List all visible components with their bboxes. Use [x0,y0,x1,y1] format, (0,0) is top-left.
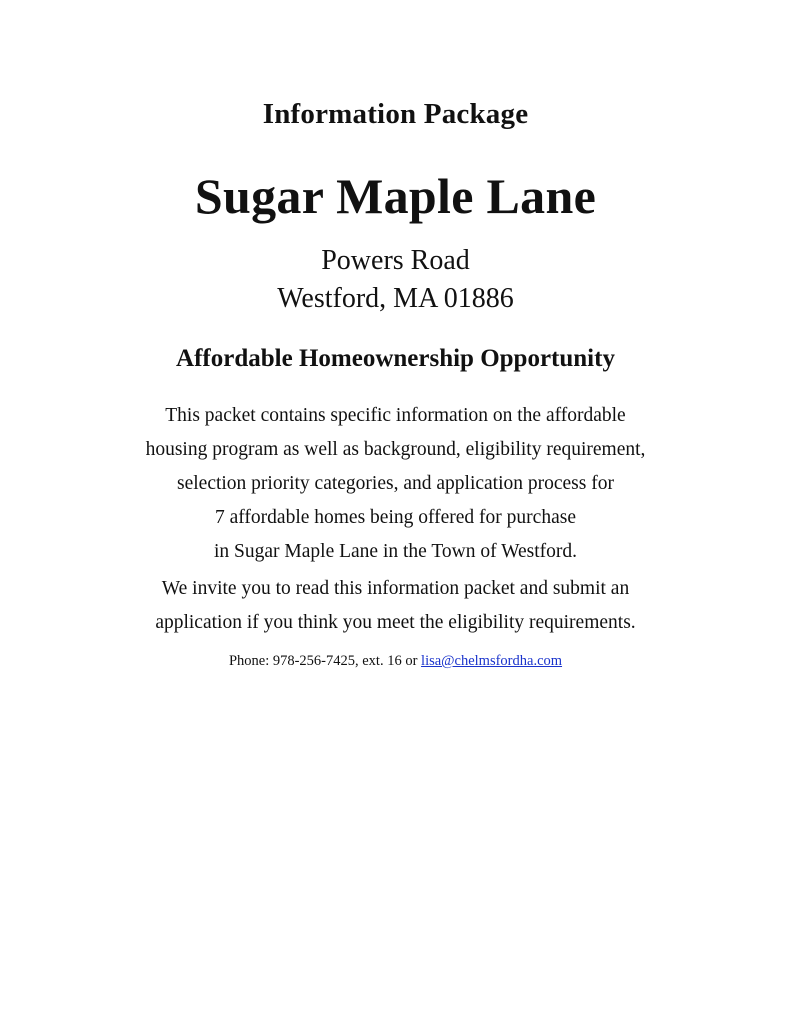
invitation-paragraph-line: We invite you to read this information packet and submit an [161,578,630,599]
contact-phone-text: Phone: 978-256-7425, ext. 16 or [228,653,422,669]
email-link[interactable]: lisa@chelmsfordha.com [421,653,563,669]
intro-paragraph-line: selection priority categories, and application process for [177,473,614,494]
main-title: Sugar Maple Lane [194,168,597,224]
intro-paragraph-line: This packet contains specific information on the affordable [165,405,626,426]
intro-paragraph-line: in Sugar Maple Lane in the Town of Westford. [214,541,577,562]
intro-paragraph-line: 7 affordable homes being offered for purchase [215,507,576,528]
address-street: Powers Road [321,245,470,276]
invitation-paragraph [0,572,791,640]
contact-line [0,653,791,670]
intro-paragraph [0,399,791,569]
subtitle: Affordable Homeownership Opportunity [176,345,615,372]
invitation-paragraph-line: application if you think you meet the eligibility requirements. [155,612,636,633]
address-city-state-zip: Westford, MA 01886 [277,283,514,314]
package-title: Information Package [262,98,529,130]
intro-paragraph-line: housing program as well as background, eligibility requirement, [145,439,646,460]
